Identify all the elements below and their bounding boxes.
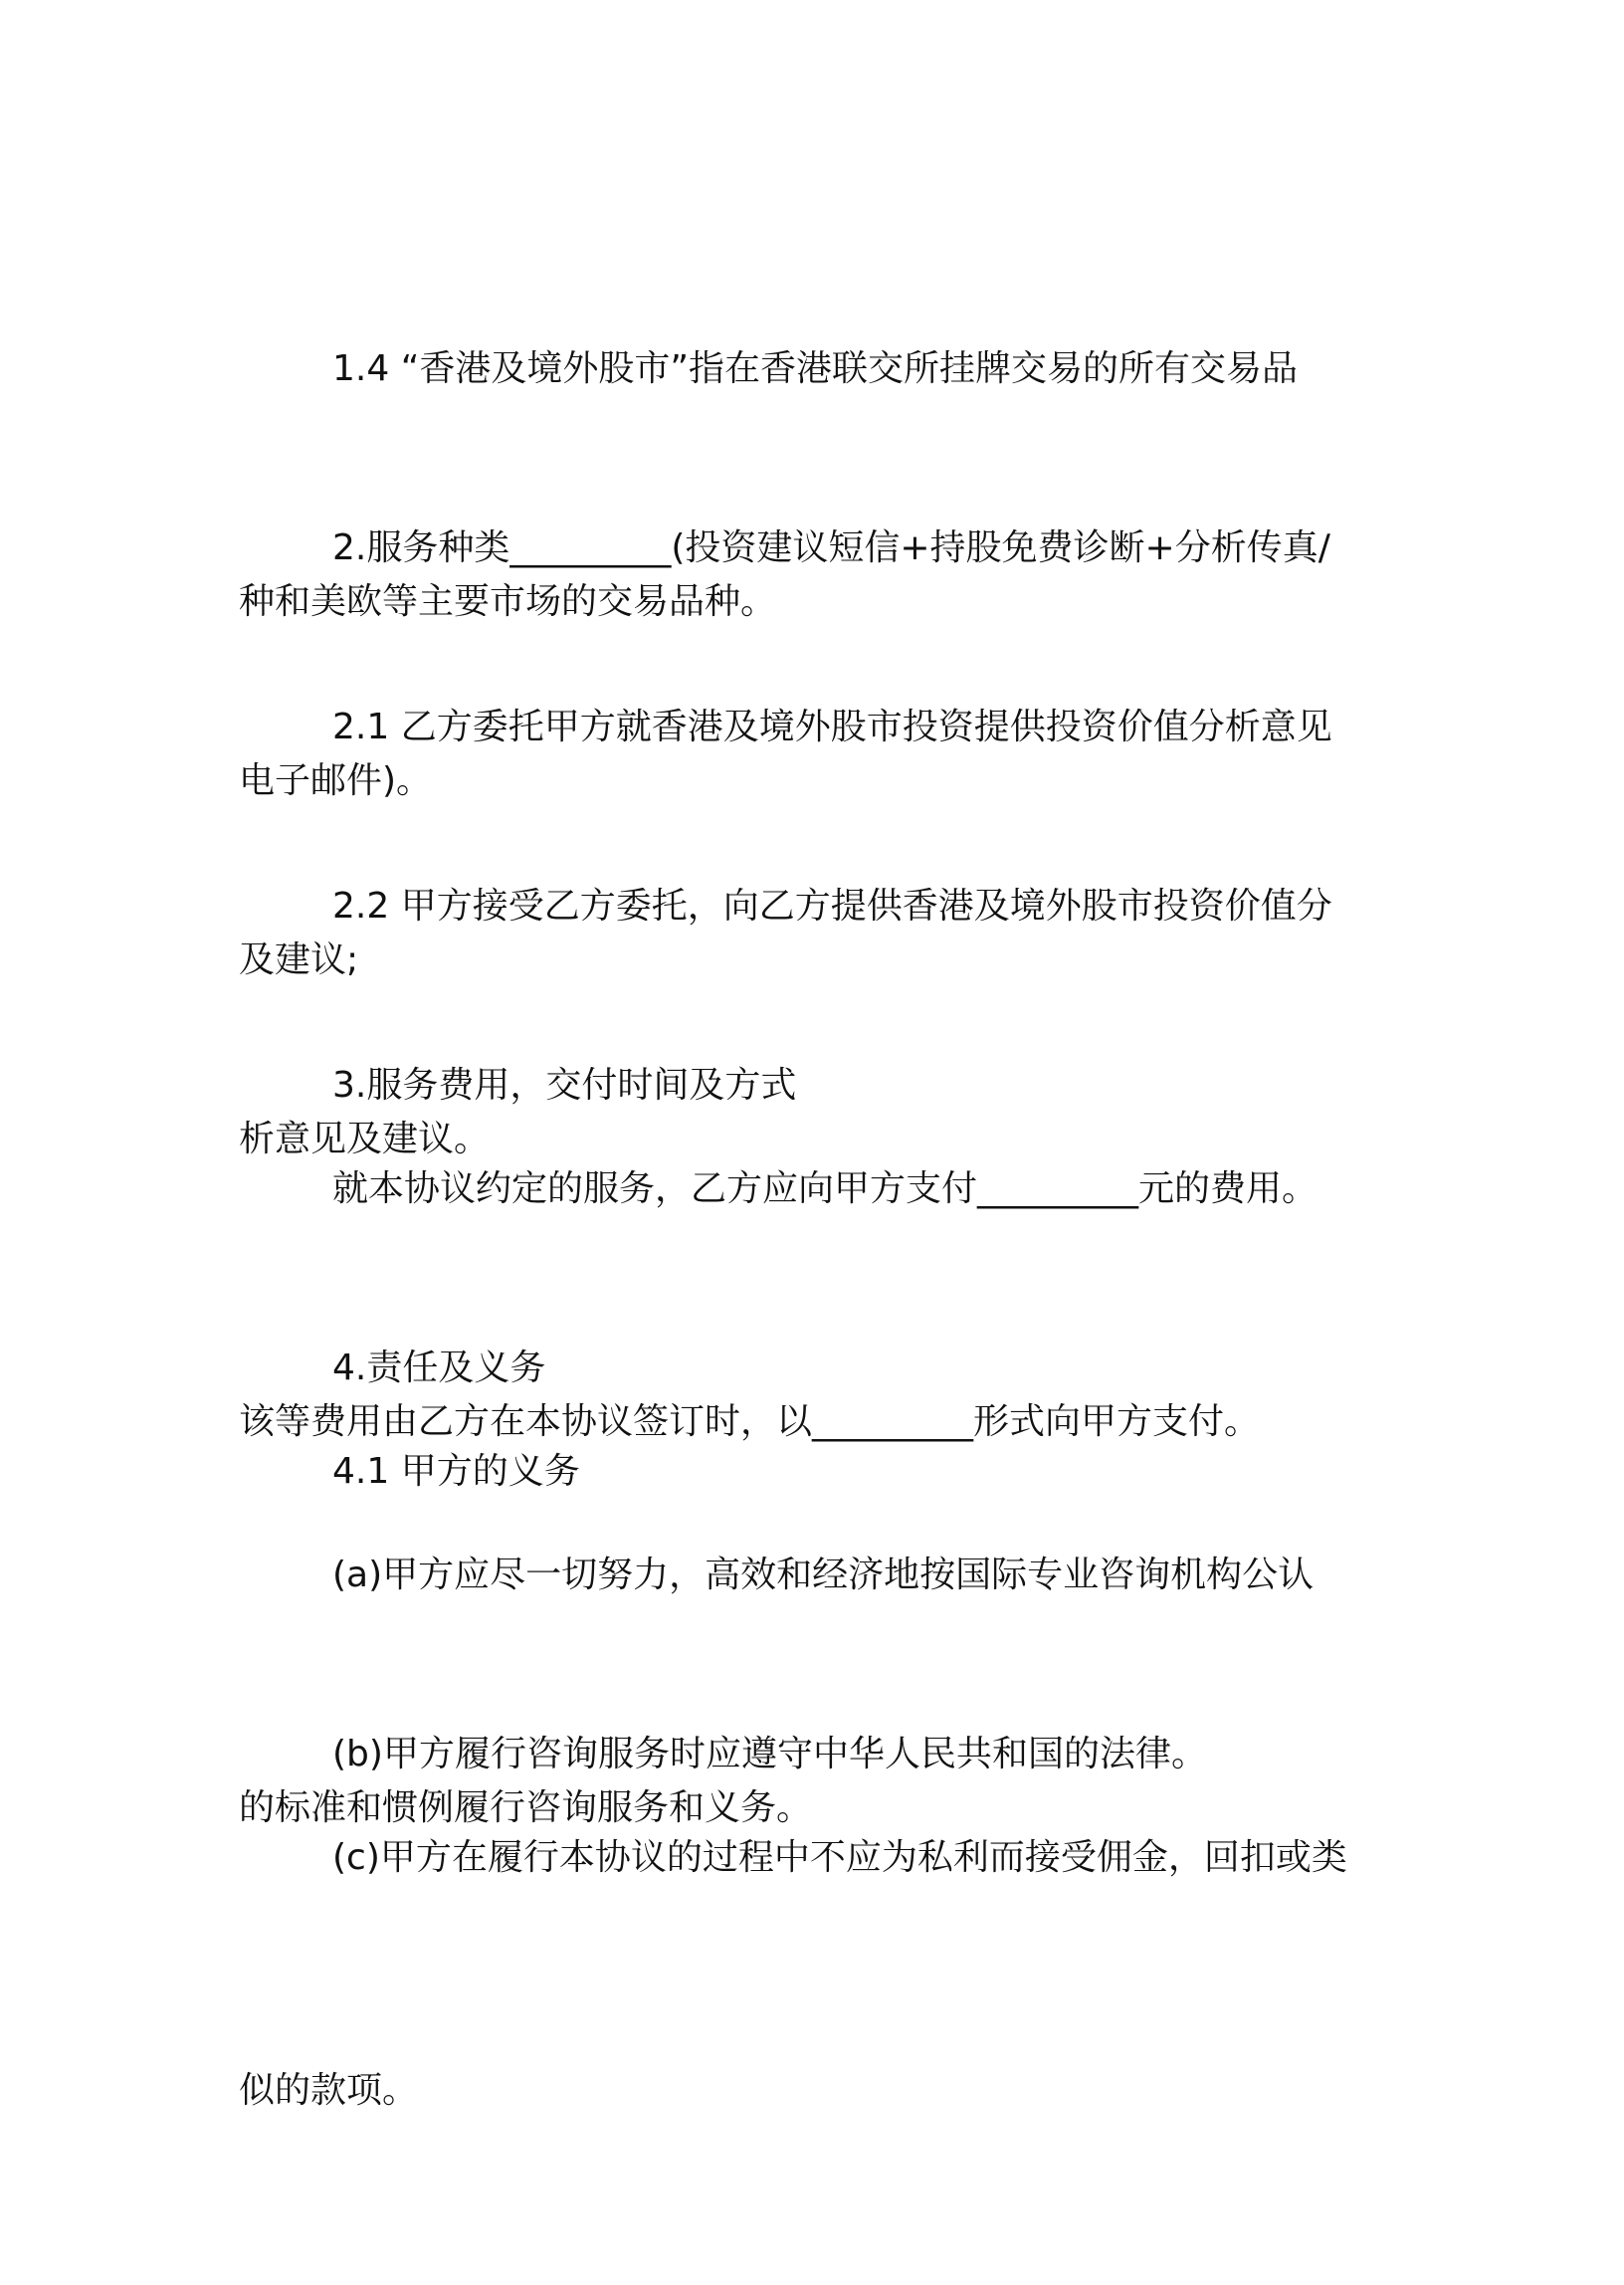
paragraph-line: 及建议; <box>239 939 359 980</box>
paragraph-4-1-c <box>239 1664 1383 2285</box>
paragraph-line: 2.1 乙方委托甲方就香港及境外股市投资提供投资价值分析意见 <box>332 707 1332 747</box>
paragraph-line: 就本协议约定的服务，乙方应向甲方支付_________元的费用。 <box>332 1168 1319 1209</box>
section-heading: 4.责任及义务 <box>332 1348 546 1388</box>
paragraph-line: 种和美欧等主要市场的交易品种。 <box>239 581 777 622</box>
section-heading: 4.1 甲方的义务 <box>332 1451 580 1492</box>
paragraph-line: 2.服务种类_________(投资建议短信+持股免费诊断+分析传真/ <box>332 527 1330 568</box>
section-heading: 3.服务费用，交付时间及方式 <box>332 1065 797 1106</box>
paragraph-line: (c)甲方在履行本协议的过程中不应为私利而接受佣金，回扣或类 <box>332 1837 1347 1878</box>
paragraph-line: 1.4 “香港及境外股市”指在香港联交所挂牌交易的所有交易品 <box>332 348 1298 389</box>
paragraph-line: 2.2 甲方接受乙方委托，向乙方提供香港及境外股市投资价值分 <box>332 886 1332 927</box>
paragraph-line: 电子邮件)。 <box>239 760 433 801</box>
paragraph-line: 析意见及建议。 <box>239 1119 491 1159</box>
paragraph-line: 该等费用由乙方在本协议签订时，以_________形式向甲方支付。 <box>239 1401 1261 1442</box>
paragraph-line: 的标准和惯例履行咨询服务和义务。 <box>239 1787 813 1828</box>
paragraph-line: (a)甲方应尽一切努力，高效和经济地按国际专业咨询机构公认 <box>332 1555 1315 1595</box>
paragraph-line: 似的款项。 <box>239 2070 419 2111</box>
paragraph-line: (b)甲方履行咨询服务时应遵守中华人民共和国的法律。 <box>332 1734 1207 1774</box>
